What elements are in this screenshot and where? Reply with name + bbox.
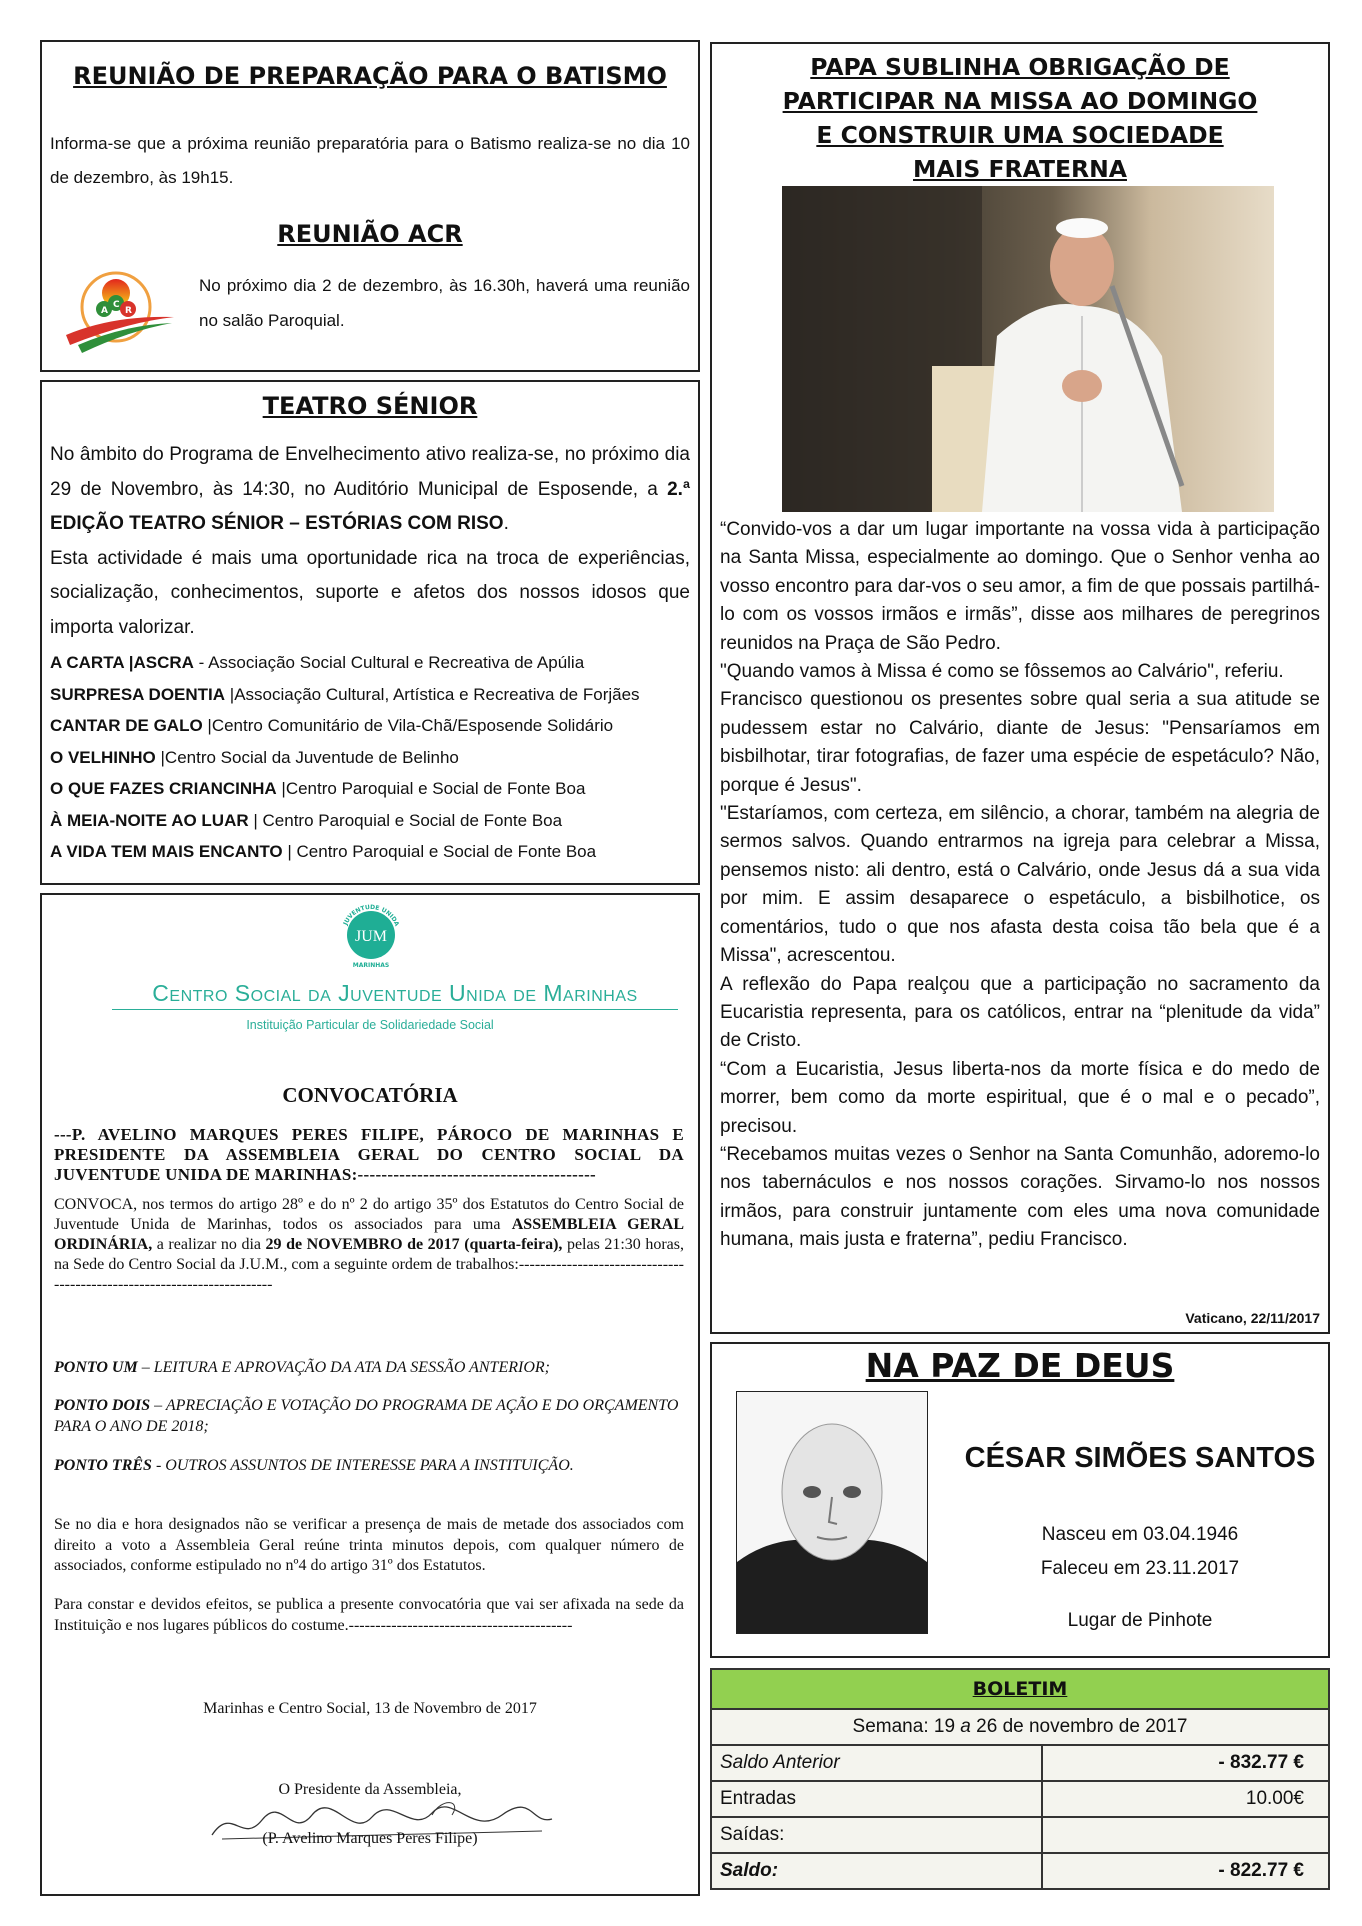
ponto-item bbox=[54, 1455, 684, 1476]
acr-logo-icon bbox=[64, 265, 174, 355]
row-value bbox=[1042, 1817, 1329, 1853]
jum-logo-icon bbox=[337, 901, 405, 969]
ponto-label: PONTO UM bbox=[54, 1359, 138, 1376]
papa-paragraph: “Recebamos muitas vezes o Senhor na Santa Comunhão, adoremo-lo nos tabernáculos e nos nossos corações. Sirvamo-lo nos nossos irmãos, para construir juntamente com eles uma nova comunidade humana, mais justa e fraterna”, pediu Francisco. bbox=[720, 1143, 1320, 1251]
play-title: SURPRESA DOENTIA bbox=[50, 684, 226, 704]
play-group: | Centro Paroquial e Social de Fonte Boa bbox=[248, 810, 563, 830]
convocatoria-para1 bbox=[54, 1195, 684, 1295]
papa-paragraph: “Convido-vos a dar um lugar importante na vossa vida à participação na Santa Missa, especialmente ao domingo. Que o Senhor venha ao vosso encontro para dar-vos o seu amor, a fim de que possais partilhá-lo com os vossos irmãos e irmãs”, disse aos milhares de peregrinos reunidos na Praça de São Pedro. bbox=[720, 519, 1320, 654]
svg-text:A: A bbox=[101, 306, 108, 316]
pope-photo bbox=[782, 186, 1274, 512]
papa-paragraph: "Quando vamos à Missa é como se fôssemos ao Calvário", referiu. bbox=[720, 661, 1284, 683]
boletim-week bbox=[711, 1709, 1329, 1745]
teatro-intro-end: . bbox=[503, 513, 509, 534]
play-group: |Centro Paroquial e Social de Fonte Boa bbox=[276, 779, 586, 798]
papa-title-line: PAPA SUBLINHA OBRIGAÇÃO DE bbox=[810, 53, 1230, 81]
play-item bbox=[50, 710, 690, 742]
row-value: 10.00€ bbox=[1042, 1781, 1329, 1817]
boletim-row bbox=[711, 1745, 1329, 1781]
batismo-title: REUNIÃO DE PREPARAÇÃO PARA O BATISMO bbox=[73, 62, 667, 90]
play-item bbox=[50, 679, 690, 711]
boletim-header-row bbox=[711, 1669, 1329, 1709]
papa-title-line: PARTICIPAR NA MISSA AO DOMINGO bbox=[782, 87, 1258, 115]
portrait-icon bbox=[737, 1392, 927, 1633]
teatro-intro bbox=[50, 438, 690, 645]
president-label: O Presidente da Assembleia, bbox=[278, 1781, 462, 1798]
acr-title: REUNIÃO ACR bbox=[277, 220, 463, 248]
papa-title-line: E CONSTRUIR UMA SOCIEDADE bbox=[816, 121, 1224, 149]
deceased-photo bbox=[736, 1391, 928, 1634]
play-title: O VELHINHO bbox=[50, 747, 156, 767]
play-group: | Centro Paroquial e Social de Fonte Boa bbox=[282, 842, 597, 861]
play-title: O QUE FAZES CRIANCINHA bbox=[50, 779, 277, 798]
row-label: Saídas: bbox=[711, 1817, 1042, 1853]
p1-text: a realizar no dia bbox=[152, 1236, 266, 1253]
pope-figure-icon bbox=[782, 186, 1274, 512]
teatro-edition: 2.ª EDIÇÃO TEATRO SÉNIOR – ESTÓRIAS COM RISO bbox=[50, 478, 690, 534]
president-name: (P. Avelino Marques Peres Filipe) bbox=[262, 1830, 478, 1847]
birth-date: Nasceu em 03.04.1946 bbox=[1041, 1524, 1239, 1545]
row-label: Entradas bbox=[711, 1781, 1042, 1817]
convocatoria-para3: Para constar e devidos efeitos, se publica a presente convocatória que vai ser afixada na sede da Instituição e nos lugares públicos do costume.------------------------------------------ bbox=[54, 1596, 684, 1634]
boletim-row bbox=[711, 1781, 1329, 1817]
play-group: - Associação Social Cultural e Recreativa de Apúlia bbox=[193, 653, 585, 672]
obituary-section bbox=[710, 1342, 1330, 1658]
p1-assembly: ASSEMBLEIA GERAL ORDINÁRIA, bbox=[54, 1216, 685, 1253]
week-text: 26 de novembro de 2017 bbox=[970, 1716, 1188, 1737]
play-title: A VIDA TEM MAIS ENCANTO bbox=[50, 842, 283, 861]
boletim-header bbox=[711, 1669, 1329, 1709]
play-group: |Centro Comunitário de Vila-Chã/Esposende Solidário bbox=[202, 716, 614, 735]
ponto-label: PONTO DOIS bbox=[54, 1397, 151, 1414]
teatro-title: TEATRO SÉNIOR bbox=[262, 392, 478, 420]
play-item bbox=[50, 805, 690, 837]
week-text: a bbox=[960, 1716, 971, 1737]
ponto-text: – LEITURA E APROVAÇÃO DA ATA DA SESSÃO ANTERIOR; bbox=[137, 1359, 550, 1376]
row-label: Saldo Anterior bbox=[711, 1745, 1042, 1781]
svg-text:R: R bbox=[125, 306, 132, 316]
row-label: Saldo: bbox=[711, 1853, 1042, 1889]
residence: Lugar de Pinhote bbox=[1067, 1610, 1213, 1631]
papa-body bbox=[720, 516, 1320, 1255]
play-title: CANTAR DE GALO bbox=[50, 716, 203, 735]
row-value: - 822.77 € bbox=[1042, 1853, 1329, 1889]
svg-text:JUM: JUM bbox=[354, 928, 388, 945]
org-subtitle: Instituição Particular de Solidariedade Social bbox=[246, 1018, 494, 1032]
week-text: Semana: 19 bbox=[852, 1716, 961, 1737]
deceased-name: CÉSAR SIMÕES SANTOS bbox=[964, 1442, 1316, 1474]
batismo-text: Informa-se que a próxima reunião preparatória para o Batismo realiza-se no dia 10 de dezembro, às 19h15. bbox=[50, 134, 690, 187]
play-item bbox=[50, 647, 690, 679]
boletim-row bbox=[711, 1853, 1329, 1889]
p1-date: 29 de NOVEMBRO de 2017 (quarta-feira), bbox=[265, 1236, 563, 1253]
play-title: A CARTA |ASCRA bbox=[50, 653, 194, 672]
play-item bbox=[50, 742, 690, 774]
boletim-week-row bbox=[711, 1709, 1329, 1745]
play-group: |Centro Social da Juventude de Belinho bbox=[155, 747, 459, 767]
teatro-para2: Esta actividade é mais uma oportunidade rica na troca de experiências, socialização, conhecimentos, suporte e afetos dos nossos idosos que importa valorizar. bbox=[50, 547, 690, 638]
convocatoria-date: Marinhas e Centro Social, 13 de Novembro de 2017 bbox=[203, 1700, 537, 1717]
boletim-row bbox=[711, 1817, 1329, 1853]
play-title: À MEIA-NOITE AO LUAR bbox=[50, 810, 249, 830]
play-item bbox=[50, 836, 690, 868]
papa-title-line: MAIS FRATERNA bbox=[913, 155, 1127, 183]
acr-text: No próximo dia 2 de dezembro, às 16.30h, haverá uma reunião no salão Paroquial. bbox=[199, 276, 690, 330]
papa-paragraph: "Estaríamos, com certeza, em silêncio, a chorar, também na alegria de sermos salvos. Quando entrarmos na igreja para celebrar a Missa, pensemos nisto: ali dentro, está o Calvário, onde Jesus dá a sua vida por mim. E assim desaparece o espetáculo, a bisbilhotice, os comentários, tudo o que nos afasta desta coisa tão bela que é a Missa", acrescentou. bbox=[720, 803, 1320, 967]
ponto-text: - OUTROS ASSUNTOS DE INTERESSE PARA A INSTITUIÇÃO. bbox=[151, 1457, 574, 1474]
papa-source: Vaticano, 22/11/2017 bbox=[1185, 1310, 1320, 1326]
convocatoria-lead: ---P. AVELINO MARQUES PERES FILIPE, PÁROCO DE MARINHAS E PRESIDENTE DA ASSEMBLEIA GERAL DO CENTRO SOCIAL DA JUVENTUDE UNIDA DE MARINHAS:---------------------------------------- bbox=[54, 1125, 684, 1184]
boletim-table bbox=[710, 1668, 1330, 1890]
p1-text: CONVOCA, nos termos do artigo 28º e do nº 2 do artigo 35º dos Estatutos do Centro Social de Juventude Unida de Marinhas, todos os associados para uma bbox=[54, 1196, 684, 1233]
row-value: - 832.77 € bbox=[1042, 1745, 1329, 1781]
papa-paragraph: A reflexão do Papa realçou que a participação no sacramento da Eucaristia representa, para os católicos, entrar na “plenitude da vida” de Cristo. bbox=[720, 973, 1320, 1052]
boletim-title: BOLETIM bbox=[972, 1677, 1068, 1700]
teatro-section bbox=[40, 380, 700, 885]
play-group: |Associação Cultural, Artística e Recreativa de Forjães bbox=[225, 684, 640, 704]
convocatoria-title: CONVOCATÓRIA bbox=[282, 1083, 458, 1107]
ponto-label: PONTO TRÊS bbox=[54, 1457, 152, 1474]
death-date: Faleceu em 23.11.2017 bbox=[1040, 1558, 1240, 1579]
teatro-intro-text: No âmbito do Programa de Envelhecimento ativo realiza-se, no próximo dia 29 de Novembro, às 14:30, no Auditório Municipal de Esposende, a bbox=[50, 444, 690, 500]
p1-text: pelas 21:30 horas, na Sede do Centro Social da J.U.M., com a seguinte ordem de trabalhos:------------------------------------------------------------------------ bbox=[54, 1236, 684, 1293]
ponto-item bbox=[54, 1395, 684, 1437]
batismo-section bbox=[40, 40, 700, 372]
papa-paragraph: “Com a Eucaristia, Jesus liberta-nos da morte física e do medo de morrer, bem como da morte espiritual, que é o mal e o pecado”, precisou. bbox=[720, 1058, 1320, 1137]
svg-text:C: C bbox=[113, 300, 120, 310]
convocatoria-section bbox=[40, 893, 700, 1896]
papa-article bbox=[710, 42, 1330, 1334]
convocatoria-para2: Se no dia e hora designados não se verificar a presença de mais de metade dos associados com direito a voto a Assembleia Geral reúne trinta minutos depois, com qualquer número de associados, conforme estipulado no nº4 do artigo 31º dos Estatutos. bbox=[54, 1516, 684, 1574]
org-name: Centro Social da Juventude Unida de Marinhas bbox=[112, 980, 678, 1010]
svg-text:JUVENTUDE UNIDA: JUVENTUDE UNIDA bbox=[342, 903, 401, 928]
ponto-text: – APRECIAÇÃO E VOTAÇÃO DO PROGRAMA DE AÇÃO E DO ORÇAMENTO PARA O ANO DE 2018; bbox=[54, 1397, 679, 1435]
svg-text:MARINHAS: MARINHAS bbox=[352, 962, 390, 969]
ponto-item bbox=[54, 1357, 684, 1378]
play-item bbox=[50, 773, 690, 805]
plays-list bbox=[50, 647, 690, 868]
obituary-title: NA PAZ DE DEUS bbox=[865, 1346, 1175, 1385]
papa-paragraph: Francisco questionou os presentes sobre qual seria a sua atitude se pudessem estar no Calvário, diante de Jesus: "Pensaríamos em bisbilhotar, tirar fotografias, de fazer uma espécie de espetáculo? Não, porque é Jesus". bbox=[720, 689, 1320, 796]
papa-title bbox=[712, 50, 1328, 186]
